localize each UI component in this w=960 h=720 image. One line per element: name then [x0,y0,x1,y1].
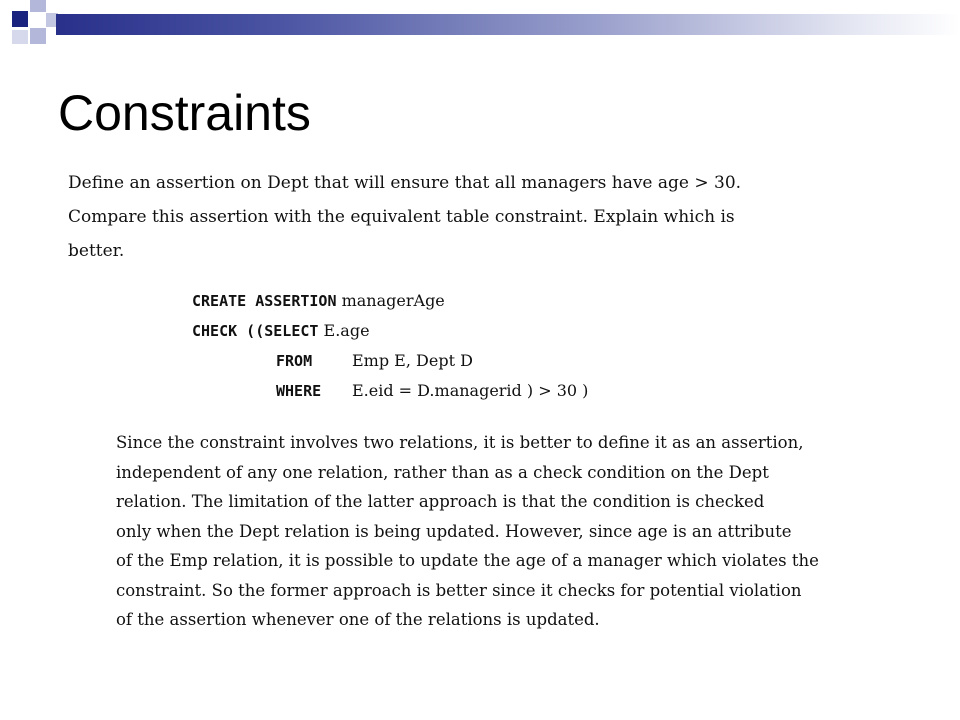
question-line: better. [68,241,125,261]
sql-keyword: WHERE [276,382,322,400]
sql-text: Emp E, Dept D [352,351,473,370]
sql-keyword: FROM [276,352,313,370]
sql-text: managerAge [341,291,445,310]
code-line [192,316,588,346]
answer-line: constraint. So the former approach is better since it checks for potential violation [116,580,802,600]
header-square-light [30,28,46,44]
question-line: Compare this assertion with the equivalent table constraint. Explain which is [68,207,735,227]
code-line [192,346,588,376]
header-gradient-bar [56,14,960,35]
header-square-light [12,30,28,44]
code-line [192,376,588,406]
code-line [192,286,588,316]
answer-line: of the assertion whenever one of the relations is updated. [116,610,600,629]
answer-line: independent of any one relation, rather than as a check condition on the Dept [116,462,769,482]
sql-keyword: CHECK ((SELECT [192,322,319,340]
sql-keyword: CREATE ASSERTION [192,292,337,310]
question-line: Define an assertion on Dept that will ensure that all managers have age > 30. [68,173,742,193]
answer-text [116,428,856,635]
header-square-light [30,0,46,12]
answer-line: relation. The limitation of the latter approach is that the condition is checked [116,492,765,511]
sql-text: E.age [323,321,370,340]
header-square-dark [12,11,28,27]
sql-text: E.eid = D.managerid ) > 30 ) [352,381,589,400]
answer-line: Since the constraint involves two relations, it is better to define it as an assertion, [116,433,804,452]
answer-line: of the Emp relation, it is possible to update the age of a manager which violates the [116,551,819,570]
slide-title: Constraints [58,85,311,141]
question-text [68,166,828,268]
answer-line: only when the Dept relation is being updated. However, since age is an attribute [116,521,792,541]
sql-code-block [192,286,588,406]
